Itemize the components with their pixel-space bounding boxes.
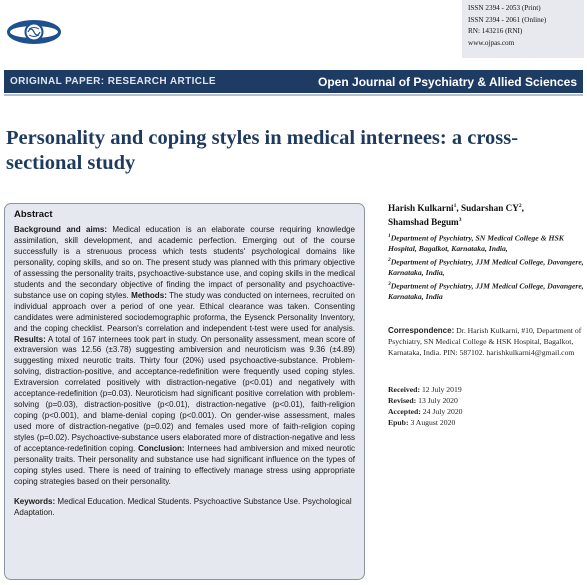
journal-name: Open Journal of Psychiatry & Allied Sciences	[318, 74, 577, 89]
affiliation-3-text: Department of Psychiatry, JJM Medical College, Davangere, Karnataka, India	[388, 281, 584, 301]
date-revised-label: Revised:	[388, 396, 417, 405]
website-link[interactable]: www.ojpas.com	[468, 38, 515, 47]
abstract-body	[14, 225, 355, 488]
affiliation-1-text: Department of Psychiatry, SN Medical College & HSK Hospital, Bagalkot, Karnataka, India,	[388, 233, 564, 254]
results-text: A total of 167 internees took part in study. On personality assessment, mean score of extraversion was 12.56 (±3.78) suggesting ambiversion and neuroticism was 9.36 (±4.89) suggesting mixed neurotic traits. Thirty four (20%) used psychoactive-substance. Problem-solving, distraction-positive, and acceptance-redefinition were frequently used coping styles. Extraversion correlated positively with distraction-negative (p<0.01) and negatively with acceptance-redefinition (p=0.03). Neuroticism had significant positive correlation with problem-solving (p=0.03), distraction-positive (p<0.01), distraction-negative (p<0.01), faith-religion coping (p<0.001), and blame-denial coping (p<0.001). On gender-wise assessment, males used more of distraction-negative (p=0.02) and females used more of faith-religion coping styles (p=0.02). Psychoactive-substance users elaborated more of distraction-negative and less of acceptance-redefinition coping.	[14, 334, 355, 454]
date-accepted	[388, 406, 463, 417]
author-separator: ,	[521, 203, 524, 214]
date-accepted-value: 24 July 2020	[420, 407, 463, 416]
date-epub-label: Epub:	[388, 418, 409, 427]
rni-number: RN: 143216 (RNI)	[468, 27, 523, 35]
issn-print: ISSN 2394 - 2053 (Print)	[468, 4, 541, 12]
correspondence-label: Correspondence:	[388, 326, 455, 335]
author-2-affil: 2	[518, 203, 522, 209]
banner-divider	[4, 94, 583, 96]
author-3[interactable]: Shamshad Begum	[388, 216, 459, 227]
author-list	[388, 201, 524, 228]
date-received-label: Received:	[388, 385, 421, 394]
author-2[interactable]: , Sudarshan CY	[456, 203, 519, 214]
affiliation-2	[388, 255, 584, 279]
date-epub-value: 3 August 2020	[408, 418, 456, 427]
abstract-box	[4, 203, 365, 580]
date-revised	[388, 395, 463, 406]
issn-box	[462, 0, 584, 58]
article-type: ORIGINAL PAPER: RESEARCH ARTICLE	[10, 76, 216, 87]
keywords	[14, 497, 355, 519]
affiliation-2-num: 2	[388, 256, 391, 263]
journal-banner	[4, 70, 583, 93]
article-dates	[388, 384, 463, 428]
date-epub	[388, 417, 463, 428]
affiliation-3	[388, 279, 584, 303]
methods-text: The study was conducted on internees, recruited on individual approach over a period of one year. Ethical clearance was taken. Consenting candidates were administered sociodemographic proforma, the Eysenck Personality Inventory, and the coping checklist. Pearson's correlation and independent t-test were used for analysis.	[14, 290, 355, 333]
affiliation-3-num: 3	[388, 280, 391, 287]
background-text: Medical education is an elaborate course requiring knowledge assimilation, skill development, and academic perfection. Emerging out of the course successfully is a strenuous process which tests students' psychological domains like personality, coping skills, and so on. The present study was planned with this primary objective of assessing the personality traits, psychoactive-substance use, and coping skills in the medical students and the secondary objective of finding the impact of personality and psychoactive-substance use on coping styles.	[14, 225, 355, 300]
conclusion-label: Conclusion:	[135, 444, 185, 454]
date-received	[388, 384, 463, 395]
results-label: Results:	[14, 334, 46, 344]
author-1[interactable]: Harish Kulkarni	[388, 203, 454, 214]
abstract-heading: Abstract	[14, 209, 53, 220]
affiliation-1-num: 1	[388, 233, 391, 239]
date-revised-value: 13 July 2020	[416, 396, 458, 405]
affiliations	[388, 231, 584, 302]
affiliation-1	[388, 231, 584, 255]
background-label: Background and aims:	[14, 225, 108, 234]
keywords-label: Keywords:	[14, 496, 56, 506]
author-1-affil: 1	[453, 203, 457, 209]
affiliation-2-text: Department of Psychiatry, JJM Medical College, Davangere, Karnataka, India,	[388, 257, 584, 277]
journal-logo-icon	[4, 14, 64, 50]
date-received-value: 12 July 2019	[420, 385, 462, 394]
correspondence-text: Dr. Harish Kulkarni, #10, Department of Psychiatry, SN Medical College & HSK Hospital, Bagalkot, Karnataka, India. PIN: 587102. harishkulkarni4@gmail.com	[388, 326, 582, 357]
issn-online: ISSN 2394 - 2061 (Online)	[468, 15, 547, 24]
date-accepted-label: Accepted:	[388, 407, 421, 416]
author-3-affil: 3	[458, 216, 462, 223]
methods-label: Methods:	[128, 290, 167, 300]
article-title: Personality and coping styles in medical internees: a cross-sectional study	[6, 127, 519, 174]
conclusion-text: Internees had ambiversion and mixed neurotic personality traits. Their personality and substance use had significant influence on the types of coping styles used. There is need of training to effectively manage stress using appropriate coping strategies based on their personality.	[14, 444, 355, 486]
correspondence	[388, 325, 584, 358]
keywords-text: Medical Education. Medical Students. Psychoactive Substance Use. Psychological Adaptation.	[14, 496, 352, 517]
